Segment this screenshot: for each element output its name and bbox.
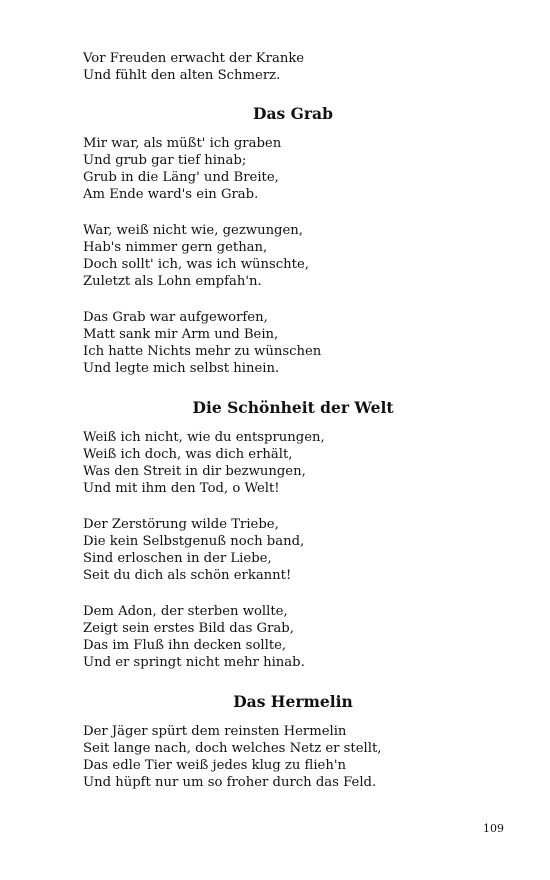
poem-title: Das Grab: [253, 104, 333, 123]
verse-line: Doch sollt' ich, was ich wünschte,: [83, 257, 309, 272]
poem-das-hermelin: [83, 691, 503, 791]
verse-line: Zeigt sein erstes Bild das Grab,: [83, 621, 294, 636]
verse-line: Seit du dich als schön erkannt!: [83, 568, 292, 583]
stanza: [83, 309, 503, 377]
stanza: [83, 723, 503, 791]
verse-line: Dem Adon, der sterben wollte,: [83, 604, 288, 619]
verse-line: Vor Freuden erwacht der Kranke: [83, 51, 305, 66]
verse-line: Der Zerstörung wilde Triebe,: [83, 517, 279, 532]
stanza: [83, 516, 503, 584]
verse-line: Und mit ihm den Tod, o Welt!: [83, 481, 280, 496]
verse-line: Und fühlt den alten Schmerz.: [83, 68, 281, 83]
verse-line: Das Grab war aufgeworfen,: [83, 310, 268, 325]
verse-line: Weiß ich doch, was dich erhält,: [83, 447, 293, 462]
poem-title: Die Schönheit der Welt: [192, 398, 394, 417]
verse-line: Grub in die Läng' und Breite,: [83, 170, 279, 185]
verse-line: Was den Streit in dir bezwungen,: [83, 464, 306, 479]
verse-line: Seit lange nach, doch welches Netz er stellt,: [83, 741, 382, 756]
intro-stanza: [83, 50, 503, 84]
page-content: [83, 50, 503, 791]
verse-line: Matt sank mir Arm und Bein,: [83, 327, 279, 342]
stanza: [83, 603, 503, 671]
verse-line: Am Ende ward's ein Grab.: [83, 187, 259, 202]
verse-line: Zuletzt als Lohn empfah'n.: [83, 274, 262, 289]
stanza: [83, 135, 503, 203]
stanza: [83, 429, 503, 497]
stanza: [83, 222, 503, 290]
verse-line: Ich hatte Nichts mehr zu wünschen: [83, 344, 322, 359]
verse-line: Und er springt nicht mehr hinab.: [83, 655, 305, 670]
verse-line: Der Jäger spürt dem reinsten Hermelin: [83, 724, 347, 739]
verse-line: Mir war, als müßt' ich graben: [83, 136, 282, 151]
verse-line: Das edle Tier weiß jedes klug zu flieh'n: [83, 758, 346, 773]
poem-die-schoenheit-der-welt: [83, 397, 503, 671]
verse-line: Und grub gar tief hinab;: [83, 153, 247, 168]
poem-das-grab: [83, 103, 503, 377]
verse-line: Und legte mich selbst hinein.: [83, 361, 280, 376]
verse-line: Weiß ich nicht, wie du entsprungen,: [83, 430, 325, 445]
verse-line: Die kein Selbstgenuß noch band,: [83, 534, 305, 549]
page-number: 109: [483, 822, 504, 835]
poem-title: Das Hermelin: [233, 692, 353, 711]
verse-line: Hab's nimmer gern gethan,: [83, 240, 268, 255]
verse-line: Und hüpft nur um so froher durch das Feld.: [83, 775, 377, 790]
verse-line: Sind erloschen in der Liebe,: [83, 551, 272, 566]
verse-line: Das im Fluß ihn decken sollte,: [83, 638, 287, 653]
verse-line: War, weiß nicht wie, gezwungen,: [83, 223, 303, 238]
